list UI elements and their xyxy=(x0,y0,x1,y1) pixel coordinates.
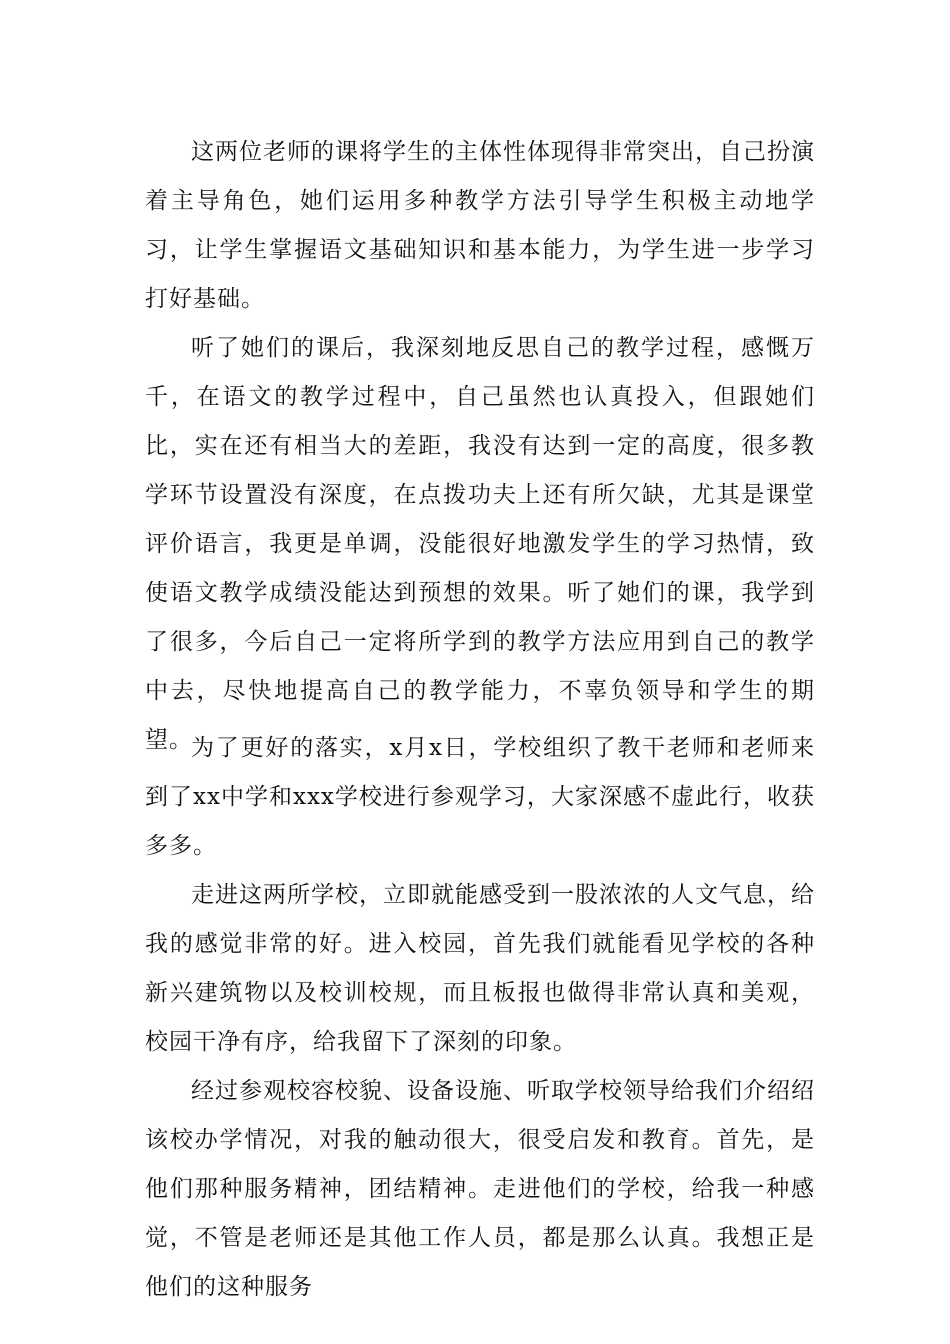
section-reflection xyxy=(145,128,815,765)
paragraph-4: 走进这两所学校，立即就能感受到一股浓浓的人文气息，给我的感觉非常的好。进入校园，首先我们就能看见学校的各种新兴建筑物以及校训校规，而且板报也做得非常认真和美观，校园干净有序，给我留下了深刻的印象。 xyxy=(145,882,815,1055)
paragraph-5: 经过参观校容校貌、设备设施、听取学校领导给我们介绍绍该校办学情况，对我的触动很大，很受启发和教育。首先，是他们那种服务精神，团结精神。走进他们的学校，给我一种感觉，不管是老师还是其他工作人员，都是那么认真。我想正是他们的这种服务 xyxy=(145,1078,815,1300)
paragraph-1: 这两位老师的课将学生的主体性体现得非常突出，自己扮演着主导角色，她们运用多种教学方法引导学生积极主动地学习，让学生掌握语文基础知识和基本能力，为学生进一步学习打好基础。 xyxy=(145,139,815,312)
section-visit xyxy=(145,724,815,1312)
paragraph-2: 听了她们的课后，我深刻地反思自己的教学过程，感慨万千，在语文的教学过程中，自己虽然也认真投入，但跟她们比，实在还有相当大的差距，我没有达到一定的高度，很多教学环节设置没有深度，在点拨功夫上还有所欠缺，尤其是课堂评价语言，我更是单调，没能很好地激发学生的学习热情，致使语文教学成绩没能达到预想的效果。听了她们的课，我学到了很多，今后自己一定将所学到的教学方法应用到自己的教学中去，尽快地提高自己的教学能力，不辜负领导和学生的期望。 xyxy=(145,335,815,753)
paragraph-3: 为了更好的落实，x月x日，学校组织了教干老师和老师来到了xx中学和xxx学校进行参观学习，大家深感不虚此行，收获多多。 xyxy=(145,735,815,859)
